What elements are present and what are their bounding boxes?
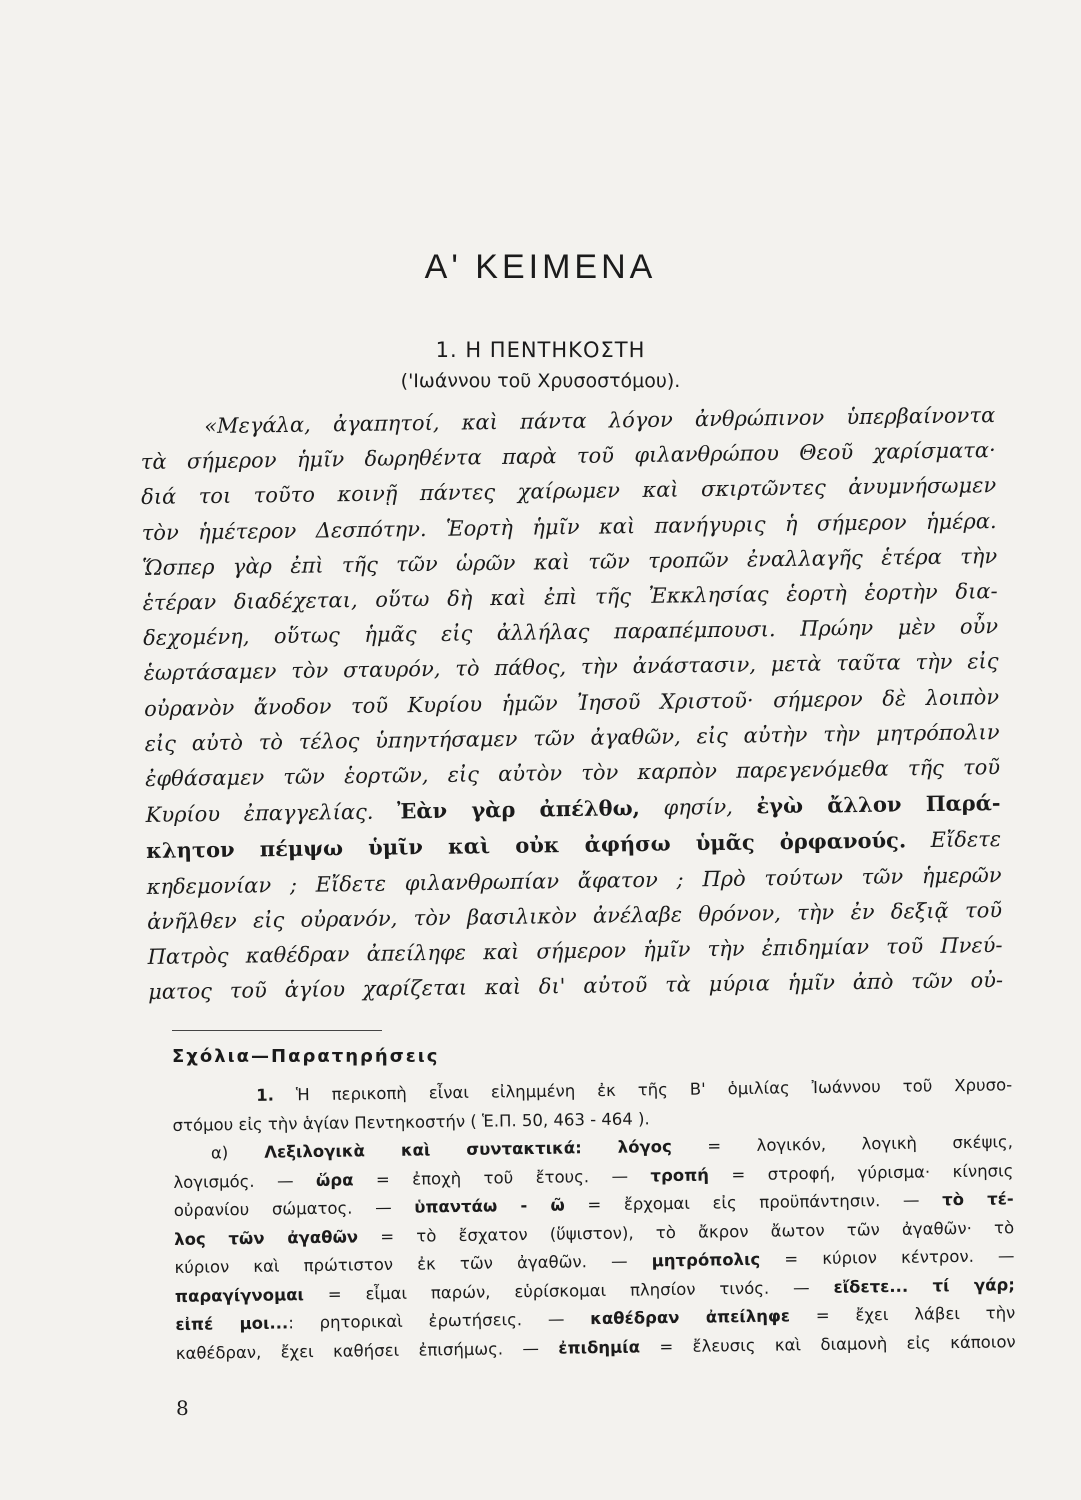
quote-bold: κλητον πέμψω ὑμῖν καὶ οὐκ ἀφήσω ὑμᾶς ὀρφανούς. [145, 827, 907, 864]
chapter-source: ('Ιωάννου τοῦ Χρυσοστόμου). [400, 370, 681, 392]
section-title: Α' ΚΕΙΜΕΝΑ [424, 248, 657, 286]
note-line: στόμου εἰς τὴν ἁγίαν Πεντηκοστήν ( Ἑ.Π. 50, 463 - 464 ). [172, 1108, 650, 1135]
note-term: τροπή [650, 1165, 710, 1185]
text-line: ἀνῆλθεν εἰς οὐρανόν, τὸν βασιλικὸν ἀνέλαβε θρόνον, τὴν ἐν δεξιᾷ τοῦ [146, 897, 1003, 934]
note-term: λος τῶν ἀγαθῶν [174, 1226, 359, 1249]
text-line: ἑτέραν διαδέχεται, οὕτω δὴ καὶ ἐπὶ τῆς Ἐκκλησίας ἑορτὴ ἑορτὴν δια- [142, 579, 998, 615]
note-segment: = τὸ ἔσχατον (ὕψιστον), τὸ ἄκρον ἄωτον τῶν ἀγαθῶν· τὸ [357, 1217, 1015, 1246]
text-line: κηδεμονίαν ; Εἴδετε φιλανθρωπίαν ἄφατον ; Πρὸ τούτων τῶν ἡμερῶν [146, 862, 1002, 899]
note-number: 1. [256, 1085, 275, 1105]
note-term: μητρόπολις [651, 1249, 761, 1271]
note-segment: οὐρανίου σώματος. — [173, 1197, 415, 1220]
note-segment: = στροφή, γύρισμα· κίνησις [708, 1160, 1014, 1185]
text-line: τὰ σήμερον ἡμῖν δωρηθέντα παρὰ τοῦ φιλανθρώπου Θεοῦ χαρίσματα· [140, 438, 996, 475]
text-line: οὐρανὸν ἄνοδον τοῦ Κυρίου ἡμῶν Ἰησοῦ Χριστοῦ· σήμερον δὲ λοιπὸν [144, 684, 1000, 721]
note-segment: = κύριον κέντρον. — [760, 1246, 1015, 1269]
note-segment: = εἶμαι παρών, εὑρίσκομαι πλησίον τινός. — [303, 1277, 834, 1304]
note-segment: καθέδραν, ἔχει καθήσει ἐπισήμως. — [175, 1338, 559, 1363]
note-segment: = ἔχει λάβει τὴν [789, 1303, 1016, 1326]
note-segment: = ἐποχὴ τοῦ ἔτους. — [353, 1165, 651, 1189]
footnote-divider [172, 1030, 382, 1031]
note-segment: κύριον καὶ πρώτιστον ἐκ τῶν ἀγαθῶν. — [174, 1251, 652, 1277]
note-term: Λεξιλογικὰ καὶ συντακτικά: [228, 1138, 582, 1163]
note-segment: : ρητορικαὶ ἐρωτήσεις. — [288, 1309, 591, 1333]
page-number: 8 [176, 1396, 189, 1420]
text-line: Πατρὸς καθέδραν ἀπείληφε καὶ σήμερον ἡμῖν τὴν ἐπιδημίαν τοῦ Πνεύ- [147, 933, 1003, 969]
text-segment: Εἴδετε [906, 827, 1002, 853]
note-term: λόγος [581, 1137, 672, 1158]
note-term: παραγίγνομαι [174, 1284, 305, 1306]
text-line: ἐφθάσαμεν τῶν ἑορτῶν, εἰς αὐτὸν τὸν καρπὸν παρεγενόμεθα τῆς τοῦ [144, 755, 1001, 791]
text-line: τὸν ἡμέτερον Δεσπότην. Ἑορτὴ ἡμῖν καὶ πανήγυρις ἡ σήμερον ἡμέρα. [141, 508, 997, 545]
note-segment: α) [210, 1143, 229, 1163]
notes-heading: Σχόλια—Παρατηρήσεις [172, 1046, 440, 1067]
text-line: διά τοι τοῦτο κοινῇ πάντες χαίρωμεν καὶ σκιρτῶντες ἀνυμνήσωμεν [141, 473, 997, 510]
notes-text [172, 1071, 1016, 1368]
note-term: εἰπέ μοι... [175, 1313, 289, 1334]
text-segment: φησίν, [639, 794, 757, 821]
quote-bold: Ἐὰν γὰρ ἀπέλθω, [396, 795, 641, 824]
note-term: τὸ τέ- [941, 1189, 1014, 1210]
note-term: ὑπαντάω - ῶ [414, 1195, 565, 1217]
chapter-title: 1. Η ΠΕΝΤΗΚΟΣΤΗ [435, 338, 646, 362]
note-segment: = ἔρχομαι εἰς προϋπάντησιν. — [564, 1190, 943, 1215]
note-term: ὥρα [315, 1169, 354, 1190]
main-text [140, 398, 1003, 1010]
text-line: ἑωρτάσαμεν τὸν σταυρόν, τὸ πάθος, τὴν ἀνάστασιν, μετὰ ταῦτα τὴν εἰς [143, 649, 999, 686]
note-segment: Ἡ περικοπὴ εἶναι εἰλημμένη ἐκ τῆς Β' ὁμιλίας Ἰωάννου τοῦ Χρυσο- [273, 1075, 1013, 1105]
note-term: καθέδραν ἀπείληφε [590, 1306, 791, 1329]
text-line: ματος τοῦ ἁγίου χαρίζεται καὶ δι' αὐτοῦ τὰ μύρια ἡμῖν ἀπὸ τῶν οὐ- [147, 968, 1004, 1005]
text-line: «Μεγάλα, ἀγαπητοί, καὶ πάντα λόγον ἀνθρώπινον ὑπερβαίνοντα [204, 403, 996, 439]
note-term: ἐπιδημία [558, 1336, 641, 1358]
text-segment: Κυρίου ἐπαγγελίας. [145, 800, 374, 828]
text-line: δεχομένη, οὕτως ἡμᾶς εἰς ἀλλήλας παραπέμπουσι. Πρώην μὲν οὖν [143, 614, 999, 651]
note-term: εἴδετε... τί γάρ; [833, 1274, 1016, 1297]
text-line: Ὥσπερ γὰρ ἐπὶ τῆς τῶν ὡρῶν καὶ τῶν τροπῶν ἐναλλαγῆς ἑτέρα τὴν [142, 543, 998, 580]
note-segment: = λογικόν, λογικὴ σκέψις, [671, 1132, 1014, 1157]
note-segment: = ἔλευσις καὶ διαμονὴ εἰς κάποιον [639, 1331, 1016, 1356]
note-segment: λογισμός. — [173, 1170, 317, 1192]
text-line: εἰς αὐτὸ τὸ τέλος ὑπηντήσαμεν τῶν ἀγαθῶν, εἰς αὐτὴν τὴν μητρόπολιν [144, 719, 1000, 756]
quote-bold: ἐγὼ ἄλλον Παρά- [756, 790, 1001, 819]
